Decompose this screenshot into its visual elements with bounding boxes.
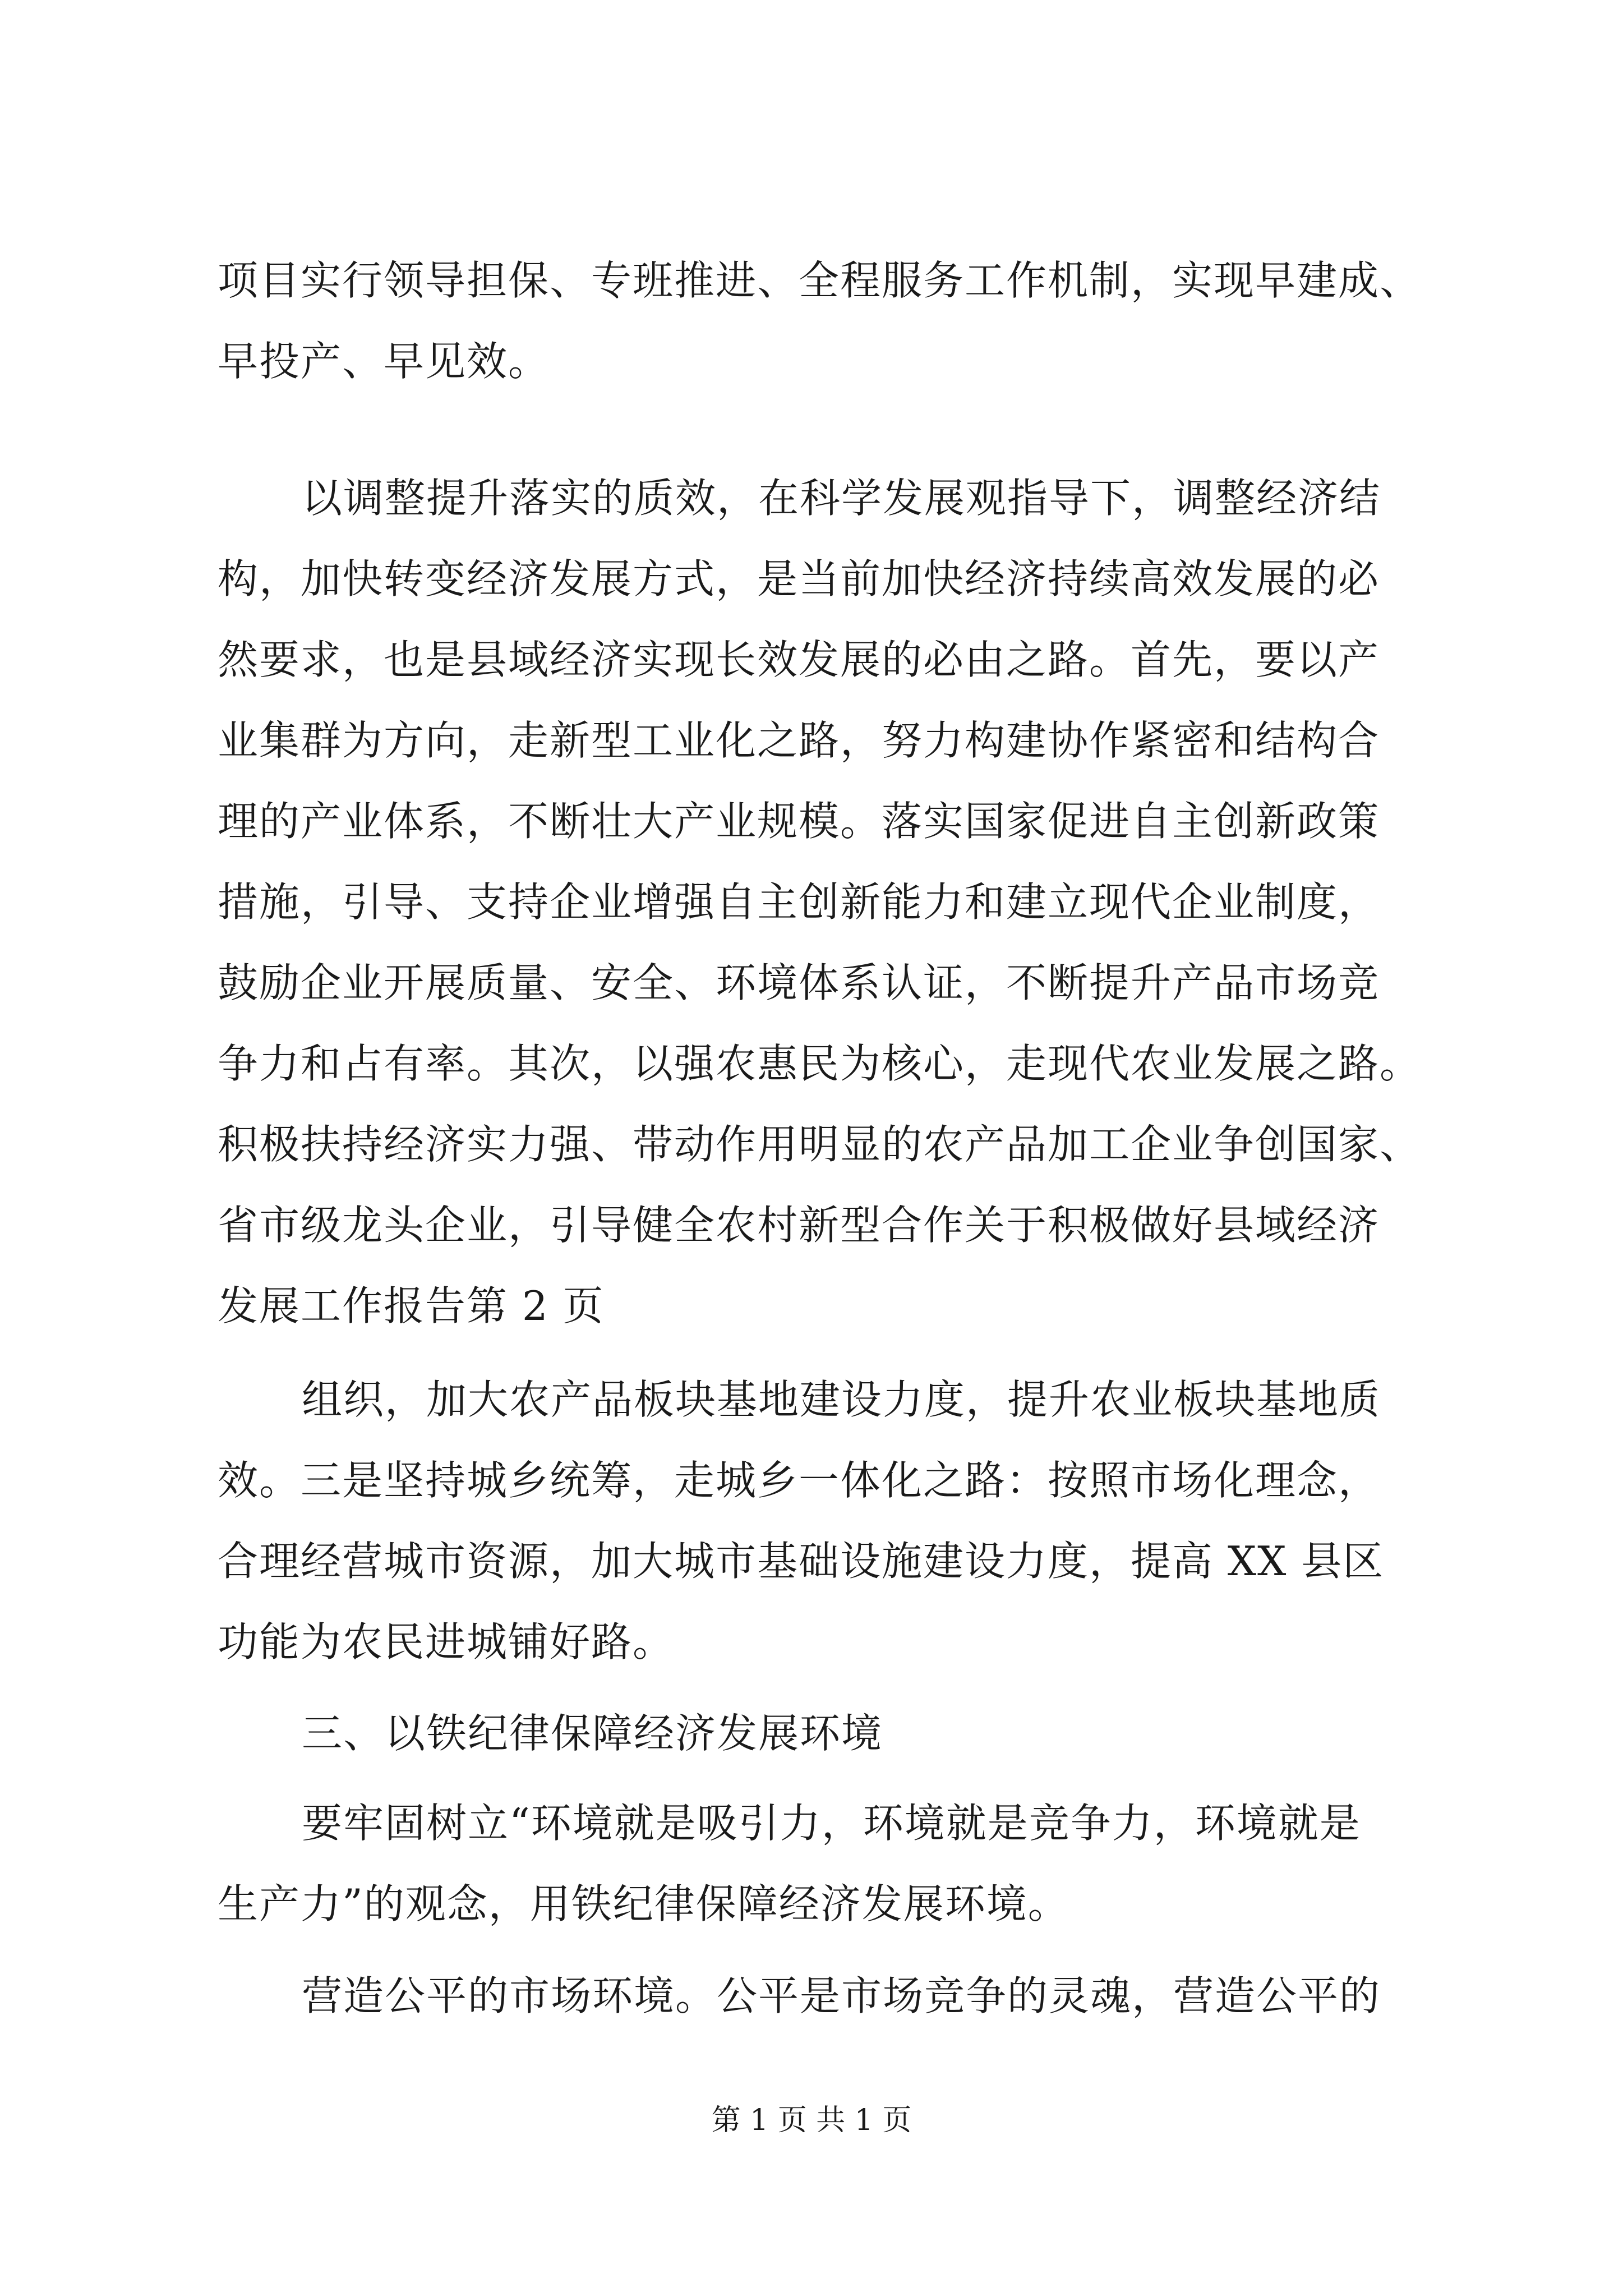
paragraph-2-line-2: 构，加快转变经济发展方式，是当前加快经济持续高效发展的必 [218,555,1380,602]
paragraph-6-line-1: 营造公平的市场环境。公平是市场竞争的灵魂，营造公平的 [302,1972,1381,2019]
paragraph-2-line-7: 鼓励企业开展质量、安全、环境体系认证，不断提升产品市场竞 [218,959,1380,1006]
paragraph-2-line-8: 争力和占有率。其次，以强农惠民为核心，走现代农业发展之路。 [218,1040,1422,1087]
paragraph-2-line-4: 业集群为方向，走新型工业化之路，努力构建协作紧密和结构合 [218,717,1380,764]
paragraph-3-line-4: 功能为农民进城铺好路。 [218,1618,675,1665]
paragraph-2-line-5: 理的产业体系，不断壮大产业规模。落实国家促进自主创新政策 [218,798,1380,845]
paragraph-2-line-1: 以调整提升落实的质效，在科学发展观指导下，调整经济结 [302,475,1381,522]
paragraph-3-line-3: 合理经营城市资源，加大城市基础设施建设力度，提高 XX 县区 [218,1538,1385,1585]
paragraph-2-line-10: 省市级龙头企业，引导健全农村新型合作关于积极做好县域经济 [218,1202,1380,1249]
paragraph-5-line-1: 要牢固树立“环境就是吸引力，环境就是竞争力，环境就是 [302,1800,1361,1847]
paragraph-2-line-11: 发展工作报告第 2 页 [218,1282,605,1329]
paragraph-1-line-1: 项目实行领导担保、专班推进、全程服务工作机制，实现早建成、 [218,257,1422,304]
page-footer: 第 1 页 共 1 页 [711,2104,912,2137]
paragraph-1-line-2: 早投产、早见效。 [218,338,550,385]
paragraph-3-line-2: 效。三是坚持城乡统筹，走城乡一体化之路：按照市场化理念， [218,1457,1380,1504]
paragraph-2-line-9: 积极扶持经济实力强、带动作用明显的农产品加工企业争创国家、 [218,1121,1422,1168]
paragraph-3-line-1: 组织，加大农产品板块基地建设力度，提升农业板块基地质 [302,1376,1381,1423]
section-heading: 三、以铁纪律保障经济发展环境 [302,1710,883,1757]
paragraph-5-line-2: 生产力”的观念，用铁纪律保障经济发展环境。 [218,1880,1069,1927]
paragraph-2-line-3: 然要求，也是县域经济实现长效发展的必由之路。首先，要以产 [218,636,1380,683]
paragraph-2-line-6: 措施，引导、支持企业增强自主创新能力和建立现代企业制度， [218,878,1380,926]
